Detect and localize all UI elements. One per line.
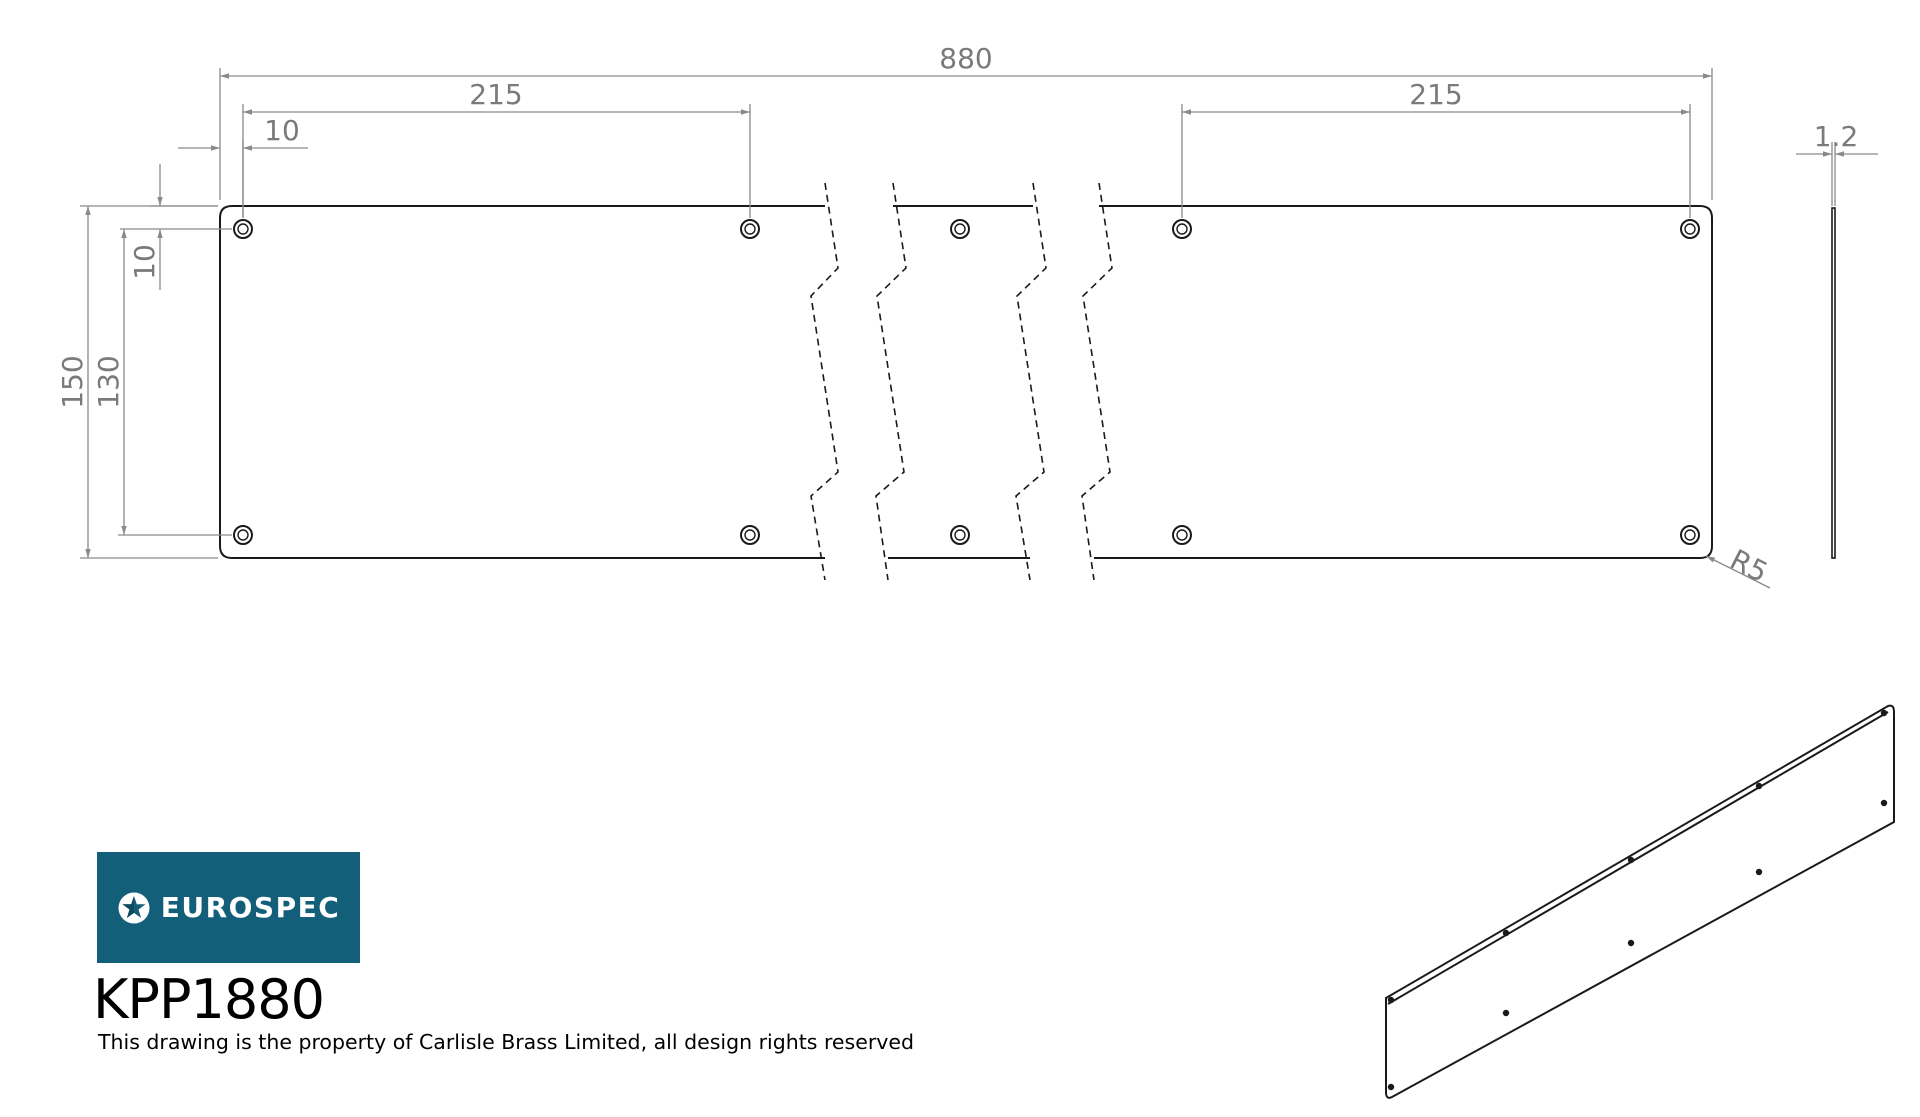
dimension-corner-radius	[1706, 543, 1773, 589]
hole	[951, 526, 969, 544]
plate-side-view	[1796, 120, 1878, 558]
hole-inset-x-label: 10	[264, 114, 300, 147]
break-line	[811, 183, 838, 580]
overall-length-label: 880	[939, 42, 993, 75]
hole	[741, 526, 759, 544]
brand-name: EUROSPEC	[160, 891, 341, 924]
overall-height-label: 150	[56, 355, 89, 409]
isometric-plate-outline	[1386, 706, 1894, 1098]
break-line	[1082, 183, 1112, 580]
property-notice: This drawing is the property of Carlisle Brass Limited, all design rights reserved	[98, 1030, 915, 1054]
hole-span-right-label: 215	[1409, 78, 1463, 111]
hole	[1173, 220, 1191, 238]
product-code: KPP1880	[93, 968, 324, 1031]
thickness-label: 1.2	[1813, 120, 1859, 153]
hole	[951, 220, 969, 238]
dimension-hole-span-left	[243, 78, 750, 218]
dimension-hole-span-right	[1182, 78, 1690, 218]
dimension-hole-span-vertical	[92, 229, 232, 535]
hole	[234, 220, 252, 238]
corner-radius-label: R5	[1724, 542, 1774, 590]
hole	[1681, 526, 1699, 544]
hole-inset-y-label: 10	[128, 244, 161, 280]
plate-middle-segment	[888, 206, 1033, 558]
hole	[1173, 526, 1191, 544]
isometric-holes	[1388, 710, 1887, 1090]
plate-left-segment	[220, 206, 825, 558]
brand-logo	[97, 852, 360, 963]
hole	[741, 220, 759, 238]
star-badge-icon	[117, 891, 151, 925]
hole-span-vertical-label: 130	[92, 355, 125, 409]
mounting-holes	[234, 220, 1699, 544]
hole	[1681, 220, 1699, 238]
plate-right-segment	[1094, 206, 1712, 558]
plate-isometric-view	[1386, 706, 1894, 1098]
dimension-hole-inset-y	[120, 164, 232, 290]
plate-front-view	[220, 183, 1712, 580]
break-line	[1016, 183, 1046, 580]
hole	[234, 526, 252, 544]
hole-span-left-label: 215	[469, 78, 523, 111]
break-line	[876, 183, 906, 580]
dimension-overall-length	[220, 42, 1712, 200]
